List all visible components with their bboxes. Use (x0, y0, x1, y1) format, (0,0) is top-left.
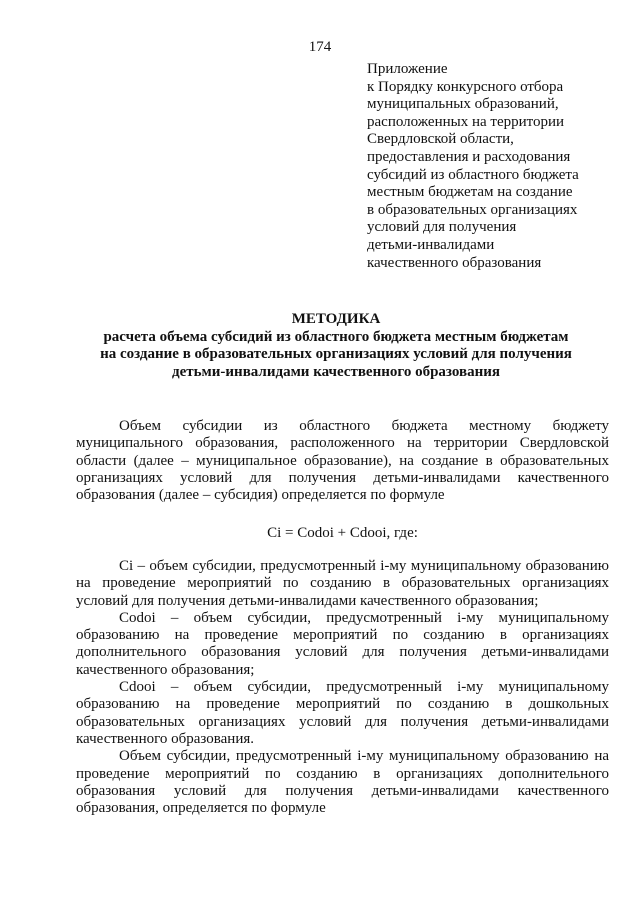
appendix-line: в образовательных организациях (367, 201, 578, 218)
appendix-line: Свердловской области, (367, 131, 514, 148)
appendix-line: муниципальных образований, (367, 96, 559, 113)
intro-paragraph: Объем субсидии из областного бюджета местному бюджету муниципального образования, расположенного на территории Свердловской области (далее – муниципальное образование), на создание в образовательных организациях условий для получения детьми-инвалидами качественного образования (далее – субсидия) определяется по формуле (76, 418, 609, 504)
title-heading: МЕТОДИКА (291, 311, 381, 327)
appendix-line: детьми-инвалидами (367, 236, 495, 253)
definition-paragraph: Cdooi – объем субсидии, предусмотренный i-му муниципальному образованию на проведение мероприятий по созданию в дошкольных образовательных организациях условий для получения детьми-инвалидами качественного образования. (76, 679, 609, 747)
appendix-line: предоставления и расходования (367, 148, 571, 165)
formula: Ci = Codoi + Cdooi, где: (267, 525, 418, 541)
definitions-section (76, 558, 609, 817)
title-line: детьми-инвалидами качественного образования (172, 363, 500, 380)
definition-paragraph: Ci – объем субсидии, предусмотренный i-му муниципальному образованию на проведение мероприятий по созданию в образовательных организациях условий для получения детьми-инвалидами качественного образования; (76, 558, 609, 609)
appendix-block (367, 61, 617, 272)
appendix-line: условий для получения (367, 219, 517, 236)
appendix-line: Приложение (367, 61, 448, 77)
appendix-line: расположенных на территории (367, 113, 565, 130)
definition-paragraph: Объем субсидии, предусмотренный i-му муниципальному образованию на проведение мероприятий по созданию в организациях дополнительного образования условий для получения детьми-инвалидами качественного образования, определяется по формуле (76, 748, 609, 817)
title-line: на создание в образовательных организациях условий для получения (100, 346, 572, 362)
title-line: расчета объема субсидий из областного бюджета местным бюджетам (103, 328, 569, 345)
appendix-line: качественного образования (367, 254, 542, 271)
definition-paragraph: Codoi – объем субсидии, предусмотренный i-му муниципальному образованию на проведение мероприятий по созданию в организациях дополнительного образования условий для получения детьми-инвалидами качественного образования; (76, 609, 609, 678)
page-number: 174 (308, 39, 332, 55)
appendix-line: субсидий из областного бюджета (367, 166, 579, 183)
appendix-line: местным бюджетам на создание (367, 184, 573, 201)
appendix-line: к Порядку конкурсного отбора (367, 78, 564, 95)
intro-section (76, 418, 609, 504)
document-title (60, 311, 612, 381)
